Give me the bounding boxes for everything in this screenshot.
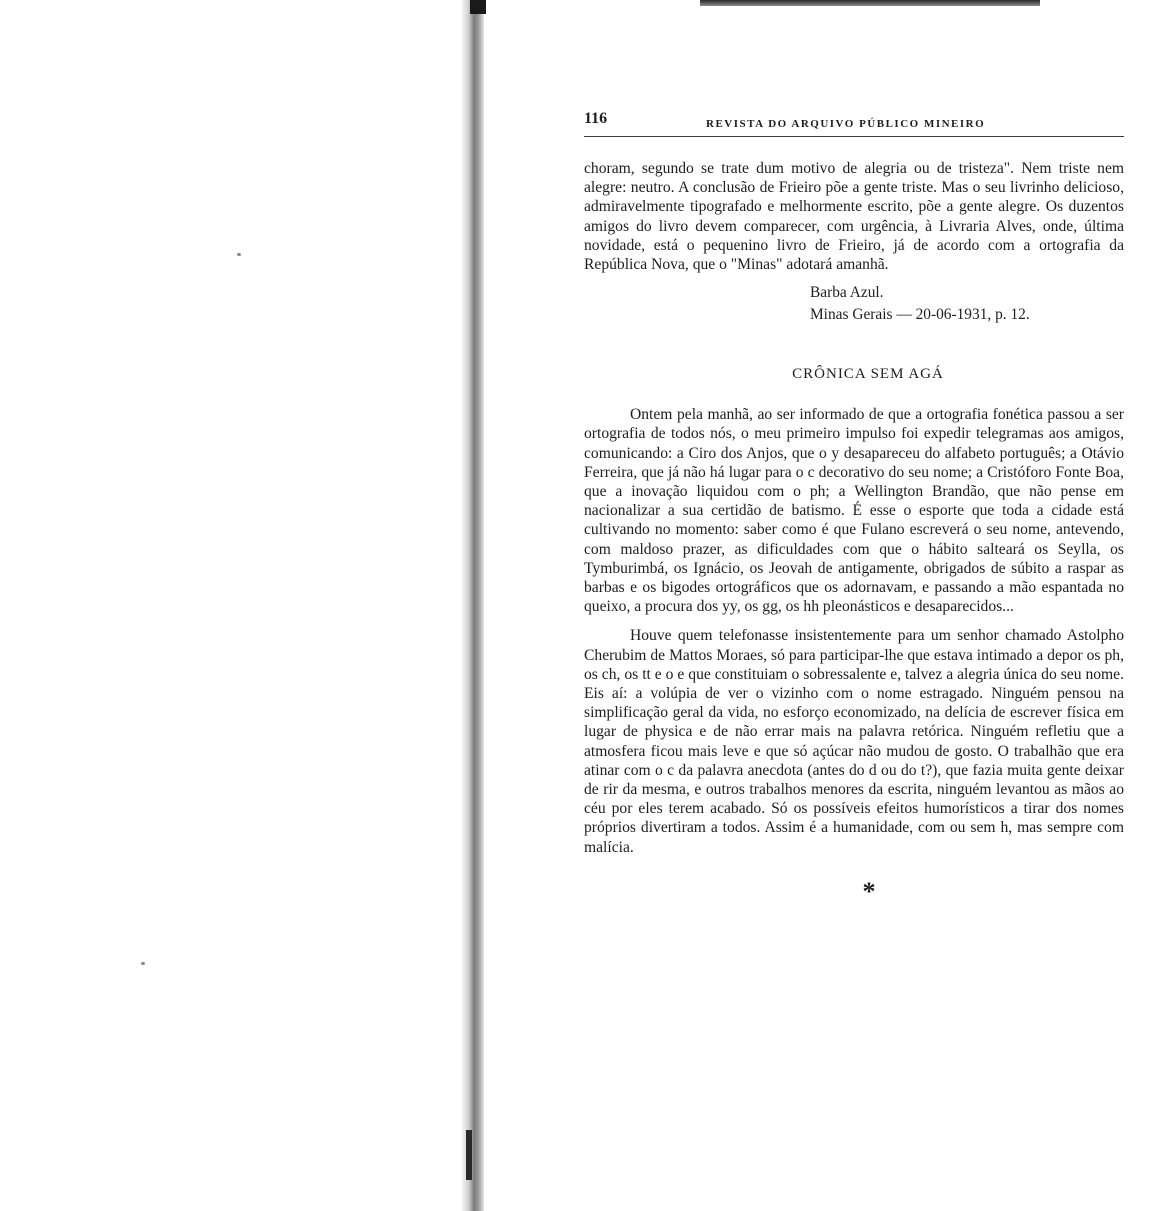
gutter-shadow-top (470, 0, 486, 14)
page-number: 116 (584, 110, 608, 127)
signature-name: Barba Azul. (810, 284, 884, 302)
paragraph: Ontem pela manhã, ao ser informado de que a ortografia fonética passou a ser ortografia de todos nós, o meu primeiro impulso foi expedir telegramas aos amigos, comunicando: a Ciro dos Anjos, que o y desapareceu do alfabeto português; a Otávio Ferreira, que já não há lugar para o c decorativo do seu nome; a Cristóforo Fonte Boa, que a inovação liquidou com o ph; a Wellington Brandão, que não pense em nacionalizar a sua certidão de batismo. É esse o esporte que toda a cidade está cultivando no momento: saber como é que Fulano escreverá o seu nome, antevendo, com maldoso prazer, as dificuldades com que o hábito salteará os Seylla, os Tymburimbá, os Ignácio, os Jeovah de antigamente, obrigados de súbito a raspar as barbas e os bigodes ortográficos que os adornavam, e passando a mão espantada no queixo, a procura dos yy, os gg, os hh pleonásticos e desaparecidos... (584, 406, 1124, 616)
right-page (584, 110, 1124, 907)
running-header (584, 110, 1124, 137)
paragraph: Houve quem telefonasse insistentemente para um senhor chamado Astolpho Cherubim de Mattos Moraes, só para participar-lhe que estava intimado a depor os ph, os ch, os tt e o e que constituiam o sobressalente e, talvez a alegria única do seu nome. Eis aí: a volúpia de ver o vizinho com o nome estragado. Ninguém pensou na simplificação geral da vida, no esforço economizado, na delícia de escrever física em lugar de physica e de não errar mais na palavra retórica. Ninguém refletiu que a atmosfera ficou mais leve e que só açúcar não mudou de gosto. O trabalhão que era atinar com o c da palavra anecdota (antes do d ou do t?), que fazia muita gente deixar de rir da mesma, e outros trabalhos menores da escrita, ninguém levantou as mãos ao céu por eles terem acabado. Só os possíveis efeitos humorísticos a tirar dos nomes próprios divertiram a todos. Assim é a humanidade, com ou sem h, mas sempre com malícia. (584, 627, 1124, 856)
paragraph-continued: choram, segundo se trate dum motivo de alegria ou de tristeza". Nem triste nem alegre: neutro. A conclusão de Frieiro põe a gente triste. Mas o seu livrinho delicioso, admiravelmente tipografado e melhormente escrito, põe a gente alegre. Os duzentos amigos do livro devem comparecer, com urgência, à Livraria Alves, onde, última novidade, está o pequenino livro de Frieiro, já de acordo com a ortografia da República Nova, que o "Minas" adotará amanhã. (584, 160, 1124, 274)
gutter-shadow-bottom (466, 1130, 472, 1180)
signature-source: Minas Gerais — 20-06-1931, p. 12. (810, 306, 1030, 324)
dust-speck (237, 253, 241, 256)
end-asterisk: * (862, 876, 876, 906)
journal-title: REVISTA DO ARQUIVO PÚBLICO MINEIRO (706, 118, 986, 130)
signature-block (810, 282, 1124, 326)
book-gutter (462, 0, 484, 1211)
dust-speck (141, 962, 145, 965)
page-top-edge-shadow (700, 0, 1040, 6)
section-title: CRÔNICA SEM AGÁ (792, 366, 944, 383)
